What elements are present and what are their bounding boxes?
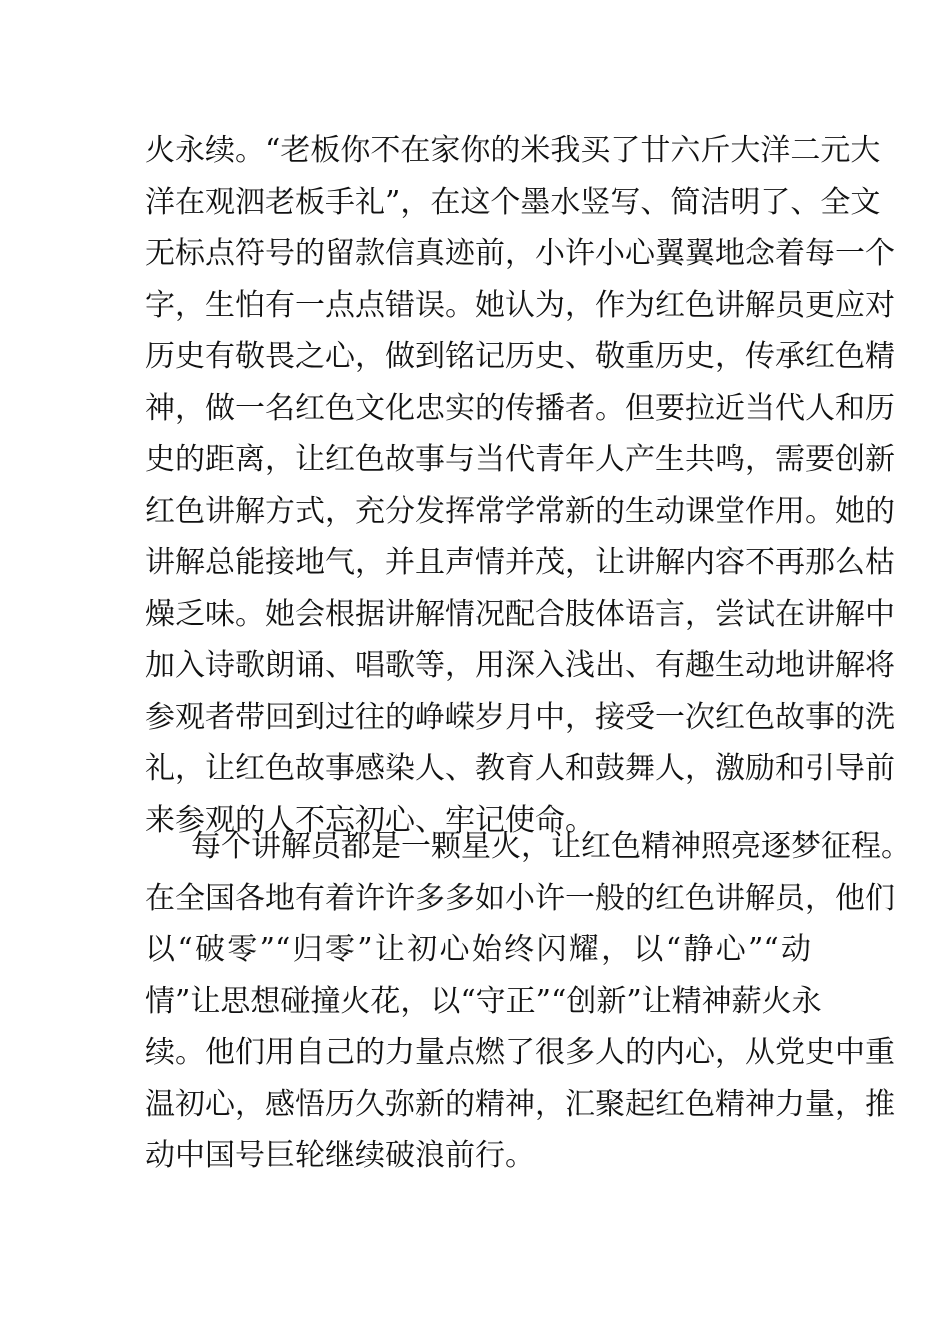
paragraph-line: 火永续。“老板你不在家你的米我买了廿六斤大洋二元大	[145, 133, 881, 168]
paragraph-line: 来参观的人不忘初心、牢记使命。	[145, 802, 595, 838]
paragraph-line: 每个讲解员都是一颗星火，让红色精神照亮逐梦征程。	[191, 829, 911, 864]
paragraph-line: 参观者带回到过往的峥嵘岁月中，接受一次红色故事的洗	[145, 699, 895, 735]
paragraph-line: 史的距离，让红色故事与当代青年人产生共鸣，需要创新	[145, 442, 895, 477]
paragraph-line: 讲解总能接地气，并且声情并茂，让讲解内容不再那么枯	[145, 545, 895, 580]
paragraph-line: 燥乏味。她会根据讲解情况配合肢体语言，尝试在讲解中	[145, 596, 895, 632]
paragraph-line: 字，生怕有一点点错误。她认为，作为红色讲解员更应对	[145, 287, 895, 323]
paragraph-line: 以“破零”“归零”让初心始终闪耀，以“静心”“动	[145, 932, 811, 967]
paragraph-line: 在全国各地有着许许多多如小许一般的红色讲解员，他们	[145, 880, 895, 916]
paragraph-line: 红色讲解方式，充分发挥常学常新的生动课堂作用。她的	[145, 493, 895, 529]
paragraph-line: 续。他们用自己的力量点燃了很多人的内心，从党史中重	[145, 1035, 895, 1070]
paragraph-line: 洋在观泗老板手礼”，在这个墨水竖写、简洁明了、全文	[145, 184, 881, 220]
paragraph-line: 温初心，感悟历久弥新的精神，汇聚起红色精神力量，推	[145, 1086, 895, 1122]
paragraph-line: 情”让思想碰撞火花，以“守正”“创新”让精神薪火永	[145, 983, 822, 1019]
paragraph-line: 动中国号巨轮继续破浪前行。	[145, 1138, 535, 1173]
paragraph-line: 神，做一名红色文化忠实的传播者。但要拉近当代人和历	[145, 390, 895, 426]
paragraph-line: 无标点符号的留款信真迹前，小许小心翼翼地念着每一个	[145, 236, 895, 271]
paragraph-line: 礼，让红色故事感染人、教育人和鼓舞人，激励和引导前	[145, 751, 895, 786]
paragraph-1	[145, 125, 895, 846]
paragraph-line: 加入诗歌朗诵、唱歌等，用深入浅出、有趣生动地讲解将	[145, 648, 895, 683]
paragraph-2	[145, 821, 911, 1182]
paragraph-line: 历史有敬畏之心，做到铭记历史、敬重历史，传承红色精	[145, 339, 895, 374]
